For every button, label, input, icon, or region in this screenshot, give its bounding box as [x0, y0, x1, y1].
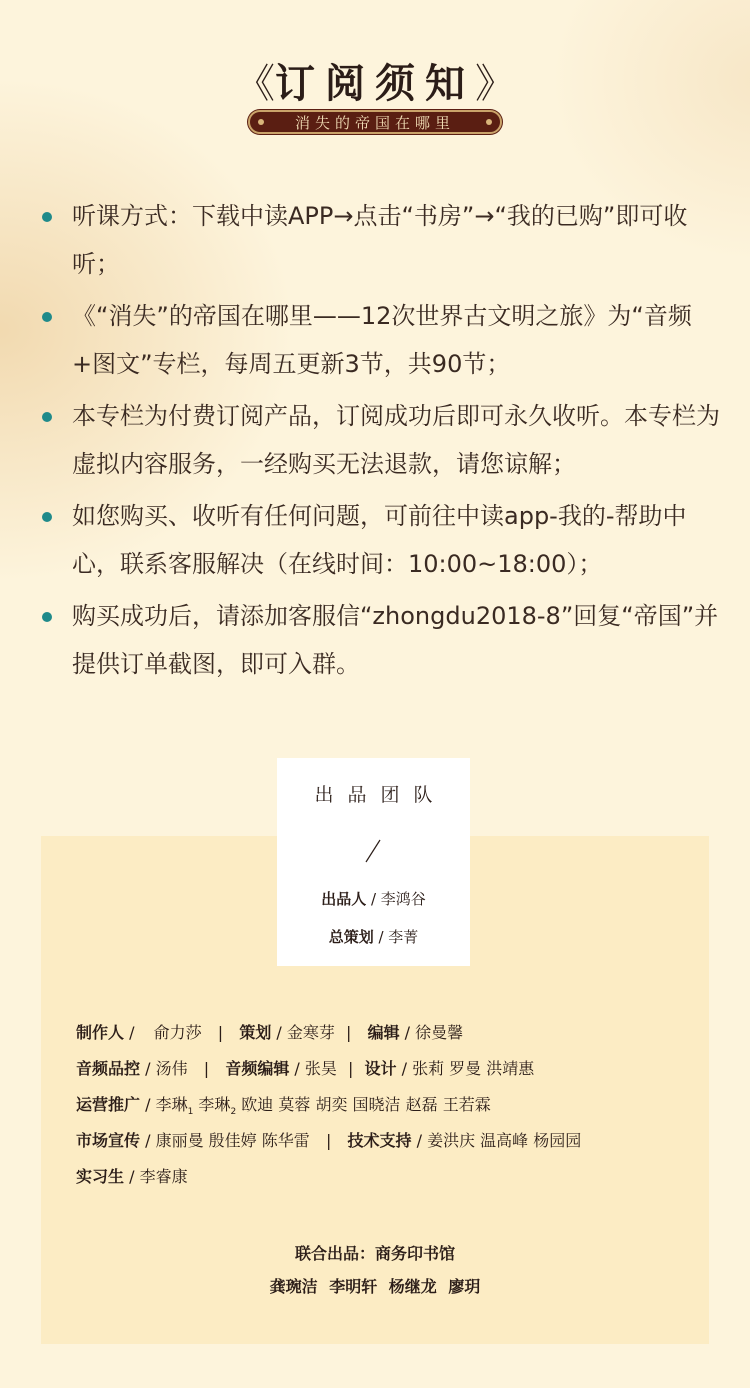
badge-dot-right-icon	[486, 119, 492, 125]
note-item	[42, 592, 722, 688]
note-text: 听课方式：下载中读APP→点击“书房”→“我的已购”即可收听；	[72, 202, 688, 278]
bullet-icon	[42, 412, 52, 422]
staff-role: 技术支持	[347, 1131, 412, 1150]
subtitle-text: 消失的帝国在哪里	[294, 113, 455, 132]
staff-name: 李琳	[198, 1095, 231, 1114]
producer-label: 出品人	[321, 890, 367, 908]
planner-label: 总策划	[328, 928, 374, 946]
team-title: 出品团队	[314, 784, 447, 806]
staff-role: 市场宣传	[76, 1131, 141, 1150]
planner-line: 总策划 / 李菁	[328, 928, 419, 946]
team-card	[277, 758, 470, 966]
joint-producer-names: 龚琬洁 李明轩 杨继龙 廖玥	[269, 1277, 481, 1296]
staff-names: 俞力莎	[153, 1023, 202, 1042]
staff-names: 金寒芽	[286, 1023, 335, 1042]
note-text: 本专栏为付费订阅产品，订阅成功后即可永久收听。本专栏为虚拟内容服务，一经购买无法退款，请您谅解；	[72, 402, 720, 478]
title-bracket-left: 《	[235, 61, 275, 107]
name-index: 1	[187, 1107, 194, 1118]
bullet-icon	[42, 312, 52, 322]
staff-role: 策划	[239, 1023, 272, 1042]
staff-role: 设计	[364, 1059, 397, 1078]
joint-producer-title: 联合出品：商务印书馆	[294, 1244, 455, 1263]
staff-names: 张昊	[304, 1059, 337, 1078]
staff-role: 制作人	[76, 1023, 125, 1042]
bullet-icon	[42, 612, 52, 622]
bullet-icon	[42, 212, 52, 222]
staff-row: 运营推广 / 李琳$_1$ 李琳$_2$ 欧迪 莫蓉 胡奕 国晓洁 赵磊 王若霖	[76, 1095, 491, 1118]
producer-name: 李鸿谷	[380, 890, 426, 908]
staff-role: 编辑	[367, 1023, 400, 1042]
title-text: 订阅须知	[275, 60, 475, 107]
staff-name: 李琳	[155, 1095, 188, 1114]
staff-role: 音频编辑	[225, 1059, 290, 1078]
badge-dot-left-icon	[258, 119, 264, 125]
staff-role: 实习生	[76, 1167, 125, 1186]
page-title	[0, 52, 750, 109]
note-text: 《“消失”的帝国在哪里——12次世界古文明之旅》为“音频+图文”专栏，每周五更新3节，共90节；	[72, 302, 692, 378]
staff-names: 李睿康	[139, 1167, 188, 1186]
slash-divider-icon	[363, 838, 383, 864]
note-item	[42, 392, 722, 488]
staff-names: 张莉 罗曼 洪靖惠	[412, 1059, 535, 1078]
staff-row: 音频品控 / 汤伟 | 音频编辑 / 张昊 | 设计 / 张莉 罗曼 洪靖惠	[76, 1059, 535, 1078]
producer-line: 出品人 / 李鸿谷	[321, 890, 426, 908]
note-item	[42, 292, 722, 388]
bullet-icon	[42, 512, 52, 522]
staff-row: 市场宣传 / 康丽曼 殷佳婷 陈华雷 | 技术支持 / 姜洪庆 温高峰 杨园园	[76, 1131, 582, 1150]
note-text: 购买成功后，请添加客服信“zhongdu2018-8”回复“帝国”并提供订单截图，即可入群。	[72, 602, 719, 678]
note-text: 如您购买、收听有任何问题，可前往中读app-我的-帮助中心，联系客服解决（在线时间：10:00~18:00）；	[72, 502, 687, 578]
staff-row: 实习生 / 李睿康	[76, 1167, 188, 1186]
subtitle-badge	[248, 110, 502, 134]
note-item	[42, 492, 722, 588]
subscription-notes	[42, 192, 722, 692]
name-index: 2	[230, 1107, 237, 1118]
note-item	[42, 192, 722, 288]
staff-names: 姜洪庆 温高峰 杨园园	[427, 1131, 582, 1150]
staff-names: 汤伟	[155, 1059, 188, 1078]
staff-role: 音频品控	[76, 1059, 141, 1078]
planner-name: 李菁	[388, 928, 419, 946]
staff-row: 制作人 / 俞力莎 | 策划 / 金寒芽 | 编辑 / 徐曼馨	[76, 1023, 464, 1042]
staff-names: 徐曼馨	[415, 1023, 464, 1042]
staff-role: 运营推广	[76, 1095, 141, 1114]
staff-names: 康丽曼 殷佳婷 陈华雷	[155, 1131, 310, 1150]
title-bracket-right: 》	[475, 61, 515, 107]
staff-names: 欧迪 莫蓉 胡奕 国晓洁 赵磊 王若霖	[241, 1095, 491, 1114]
